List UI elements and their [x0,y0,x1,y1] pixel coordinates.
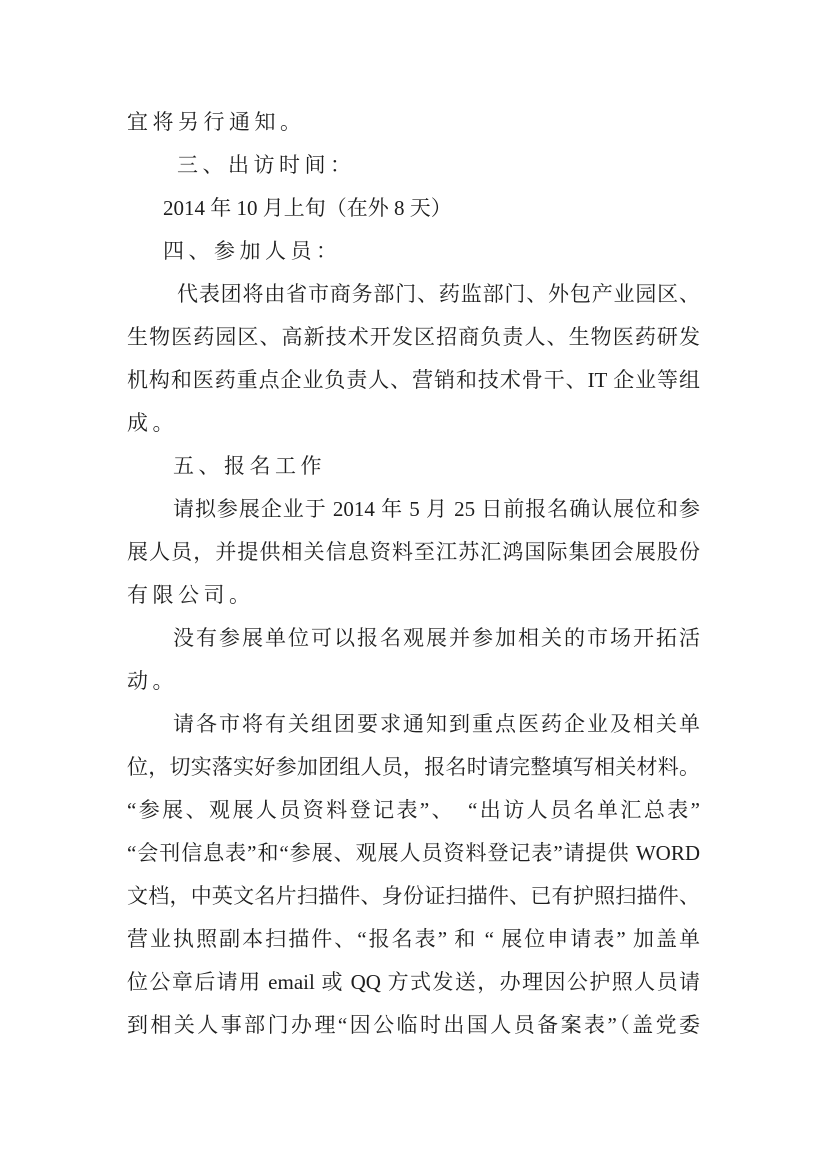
text-line: 没有参展单位可以报名观展并参加相关的市场开拓活 [173,626,700,650]
text-line: 三、出访时间： [177,153,356,177]
text-line: 到相关人事部门办理“因公临时出国人员备案表”（盖党委 [127,1013,700,1037]
text-line: 代表团将由省市商务部门、药监部门、外包产业园区、 [177,282,700,306]
text-line: 请拟参展企业于 2014 年 5 月 25 日前报名确认展位和参 [173,497,700,521]
text-line: 五、报名工作 [173,454,326,478]
text-line: 文档，中英文名片扫描件、身份证扫描件、已有护照扫描件、 [127,884,700,908]
text-line: 生物医药园区、高新技术开发区招商负责人、生物医药研发 [127,325,700,349]
text-line: 展人员，并提供相关信息资料至江苏汇鸿国际集团会展股份 [127,540,700,564]
text-line: “会刊信息表”和“参展、观展人员资料登记表”请提供 WORD [127,841,700,865]
text-line: 四、参加人员： [163,239,342,263]
text-line: 2014 年 10 月上旬（在外 8 天） [163,196,452,220]
document-body [127,101,700,1047]
text-line: 动。 [127,669,178,693]
text-line: 宜将另行通知。 [127,110,306,134]
text-line: “参展、观展人员资料登记表”、 “出访人员名单汇总表” [127,798,700,822]
text-line: 有限公司。 [127,583,255,607]
text-line: 机构和医药重点企业负责人、营销和技术骨干、IT 企业等组 [127,368,700,392]
text-line: 成。 [127,411,178,435]
text-line: 位，切实落实好参加团组人员，报名时请完整填写相关材料。 [127,755,700,779]
text-line: 营业执照副本扫描件、“报名表” 和 “ 展位申请表” 加盖单 [127,927,700,951]
text-line: 位公章后请用 email 或 QQ 方式发送，办理因公护照人员请 [127,970,700,994]
text-line: 请各市将有关组团要求通知到重点医药企业及相关单 [173,712,700,736]
